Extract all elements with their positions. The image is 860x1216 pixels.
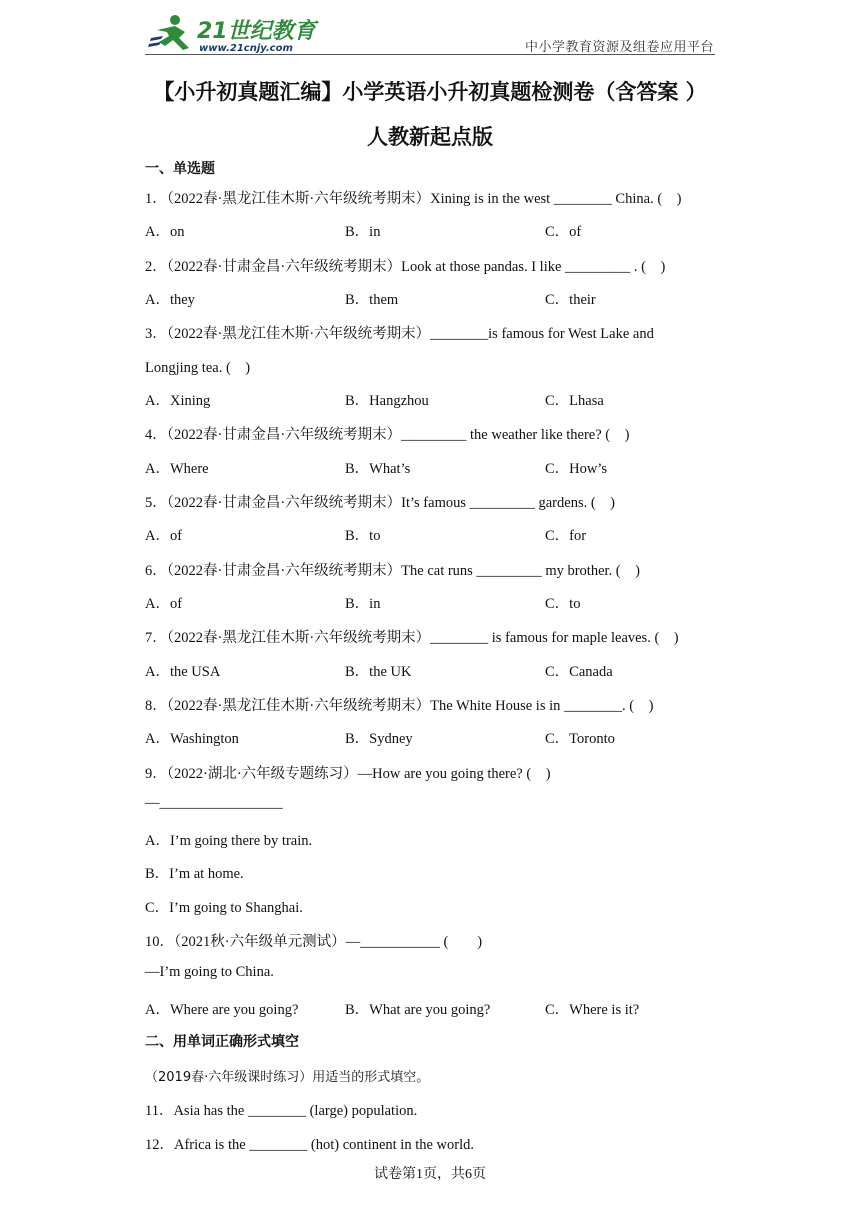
question-4-option-b: B．What’s xyxy=(345,461,411,477)
question-10-option-b: B．What are you going? xyxy=(345,1002,491,1018)
question-5-option-a: A．of xyxy=(145,528,183,544)
question-9-option-c: C．I’m going to Shanghai. xyxy=(145,900,303,916)
question-9-stem: 9．（2022·湖北·六年级专题练习）—How are you going there? ( ) xyxy=(145,766,551,782)
section-heading-fill-in: 二、用单词正确形式填空 xyxy=(145,1034,299,1050)
question-3-option-c: C．Lhasa xyxy=(545,393,604,409)
question-5-option-c: C．for xyxy=(545,528,587,544)
question-2-option-c: C．their xyxy=(545,292,596,308)
question-1-option-b: B．in xyxy=(345,224,381,240)
question-11: 11．Asia has the ________ (large) population. xyxy=(145,1103,418,1119)
question-7-option-a: A．the USA xyxy=(145,664,221,680)
logo-url: www.21cnjy.com xyxy=(199,43,293,54)
question-8-stem: 8．（2022春·黑龙江佳木斯·六年级统考期末）The White House is in ________. ( ) xyxy=(145,698,654,714)
question-1-stem: 1．（2022春·黑龙江佳木斯·六年级统考期末）Xining is in the west ________ China. ( ) xyxy=(145,191,682,207)
question-10-option-a: A．Where are you going? xyxy=(145,1002,299,1018)
question-3-option-a: A．Xining xyxy=(145,393,211,409)
question-9-answer-blank: —_________________ xyxy=(145,795,283,811)
question-5-stem: 5．（2022春·甘肃金昌·六年级统考期末）It’s famous _________ gardens. ( ) xyxy=(145,495,615,511)
site-logo xyxy=(145,8,320,56)
fill-intro: （2019春·六年级课时练习）用适当的形式填空。 xyxy=(145,1070,430,1085)
question-4-option-c: C．How’s xyxy=(545,461,608,477)
question-8-option-c: C．Toronto xyxy=(545,731,615,747)
section-heading-single-choice: 一、单选题 xyxy=(145,161,215,177)
question-2-stem: 2．（2022春·甘肃金昌·六年级统考期末）Look at those pandas. I like _________ . ( ) xyxy=(145,259,666,275)
question-7-option-b: B．the UK xyxy=(345,664,412,680)
question-3-stem-cont: Longjing tea. ( ) xyxy=(145,360,251,376)
question-6-option-c: C．to xyxy=(545,596,581,612)
runner-logo-icon xyxy=(148,15,189,50)
question-4-stem: 4．（2022春·甘肃金昌·六年级统考期末）_________ the weather like there? ( ) xyxy=(145,427,630,443)
question-8-option-b: B．Sydney xyxy=(345,731,413,747)
question-2-option-b: B．them xyxy=(345,292,399,308)
question-3-stem: 3．（2022春·黑龙江佳木斯·六年级统考期末）________is famous for West Lake and xyxy=(145,326,654,342)
page-title: 【小升初真题汇编】小学英语小升初真题检测卷（含答案 ） xyxy=(153,80,707,104)
question-10-stem: 10．（2021秋·六年级单元测试）—___________ ( ) xyxy=(145,934,483,950)
header-rule xyxy=(145,54,715,55)
question-9-option-b: B．I’m at home. xyxy=(145,866,244,882)
question-4-option-a: A．Where xyxy=(145,461,209,477)
page-footer: 试卷第1页，共6页 xyxy=(374,1167,486,1182)
page-subtitle: 人教新起点版 xyxy=(367,125,493,149)
question-6-option-a: A．of xyxy=(145,596,183,612)
question-12: 12．Africa is the ________ (hot) continent in the world. xyxy=(145,1137,475,1153)
question-5-option-b: B．to xyxy=(345,528,381,544)
question-1-option-a: A．on xyxy=(145,224,185,240)
question-2-option-a: A．they xyxy=(145,292,195,308)
question-6-stem: 6．（2022春·甘肃金昌·六年级统考期末）The cat runs _________ my brother. ( ) xyxy=(145,563,640,579)
logo-text: 21世纪教育 xyxy=(197,19,316,44)
question-8-option-a: A．Washington xyxy=(145,731,239,747)
question-6-option-b: B．in xyxy=(345,596,381,612)
question-7-option-c: C．Canada xyxy=(545,664,613,680)
question-10-answer: —I’m going to China. xyxy=(145,964,274,980)
question-1-option-c: C．of xyxy=(545,224,582,240)
question-3-option-b: B．Hangzhou xyxy=(345,393,429,409)
question-10-option-c: C．Where is it? xyxy=(545,1002,640,1018)
question-7-stem: 7．（2022春·黑龙江佳木斯·六年级统考期末）________ is famous for maple leaves. ( ) xyxy=(145,630,679,646)
site-name: 中小学教育资源及组卷应用平台 xyxy=(525,40,715,55)
question-9-option-a: A．I’m going there by train. xyxy=(145,833,313,849)
